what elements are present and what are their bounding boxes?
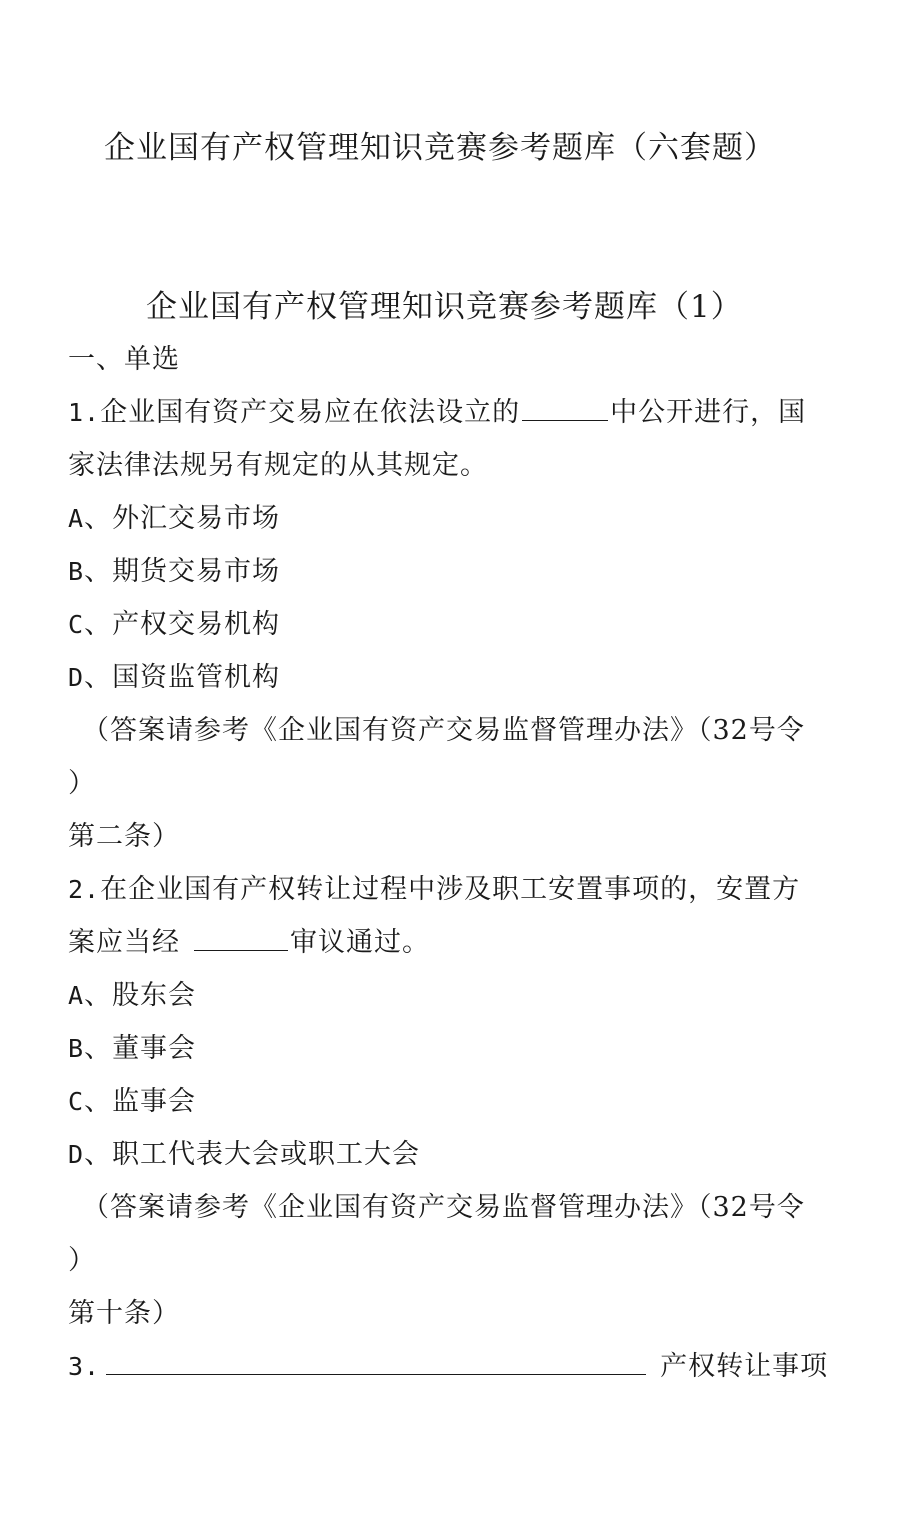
question-1-option-a (68, 501, 280, 537)
option-separator: 、 (84, 1086, 113, 1117)
option-key: D (68, 663, 85, 692)
question-2-line-2 (68, 925, 430, 961)
question-1-reference-line-2: ） (68, 768, 96, 799)
question-3-number: 3. (68, 1352, 101, 1381)
option-key: A (68, 981, 85, 1010)
question-2-option-b (68, 1031, 196, 1067)
option-separator: 、 (84, 662, 113, 693)
question-2-reference-line-3: 第十条） (68, 1298, 180, 1329)
question-2-number: 2. (68, 875, 101, 904)
option-key: C (68, 1087, 85, 1116)
question-3-text-after: 产权转让事项 (660, 1351, 829, 1382)
option-text: 外汇交易市场 (112, 503, 281, 534)
question-1-reference-line-1: （答案请参考《企业国有资产交易监督管理办法》（32号令 (82, 715, 805, 746)
option-text: 董事会 (112, 1033, 197, 1064)
question-1-line-2: 家法律法规另有规定的从其规定。 (68, 450, 488, 481)
option-key: B (68, 1034, 85, 1063)
question-2-reference-line-2: ） (68, 1245, 96, 1276)
option-key: C (68, 610, 85, 639)
question-2-text-after: 审议通过。 (290, 927, 430, 958)
question-2-text-line-1: 在企业国有产权转让过程中涉及职工安置事项的，安置方 (100, 874, 801, 905)
option-separator: 、 (84, 609, 113, 640)
option-separator: 、 (84, 980, 113, 1011)
option-text: 期货交易市场 (112, 556, 281, 587)
question-2-reference-line-1: （答案请参考《企业国有资产交易监督管理办法》（32号令 (82, 1192, 805, 1223)
question-1-blank (522, 398, 608, 421)
option-key: B (68, 557, 85, 586)
question-2-text-before: 案应当经 (68, 927, 180, 958)
option-separator: 、 (84, 556, 113, 587)
part-heading: 一、单选 (68, 344, 180, 375)
option-text: 股东会 (112, 980, 197, 1011)
question-2-option-a (68, 978, 196, 1014)
question-1-option-d (68, 660, 280, 696)
question-1-line-1 (68, 395, 806, 431)
question-2-option-c (68, 1084, 196, 1120)
question-1-number: 1. (68, 398, 101, 427)
option-separator: 、 (84, 1033, 113, 1064)
question-1-text-after: 中公开进行，国 (610, 397, 807, 428)
option-key: D (68, 1140, 85, 1169)
question-1-option-b (68, 554, 280, 590)
document-title: 企业国有产权管理知识竞赛参考题库（六套题） (104, 130, 776, 166)
option-text: 产权交易机构 (112, 609, 281, 640)
option-text: 监事会 (112, 1086, 197, 1117)
question-2-option-d (68, 1137, 420, 1173)
section-title: 企业国有产权管理知识竞赛参考题库（1） (146, 289, 743, 325)
question-1-option-c (68, 607, 280, 643)
question-2-line-1 (68, 872, 800, 908)
question-3-blank (106, 1352, 646, 1375)
question-2-blank (194, 928, 288, 951)
question-1-text-before: 企业国有资产交易应在依法设立的 (100, 397, 521, 428)
option-separator: 、 (84, 503, 113, 534)
option-text: 国资监管机构 (112, 662, 281, 693)
option-key: A (68, 504, 85, 533)
option-text: 职工代表大会或职工大会 (112, 1139, 421, 1170)
question-3-line-1 (68, 1349, 828, 1385)
question-1-reference-line-3: 第二条） (68, 821, 180, 852)
option-separator: 、 (84, 1139, 113, 1170)
